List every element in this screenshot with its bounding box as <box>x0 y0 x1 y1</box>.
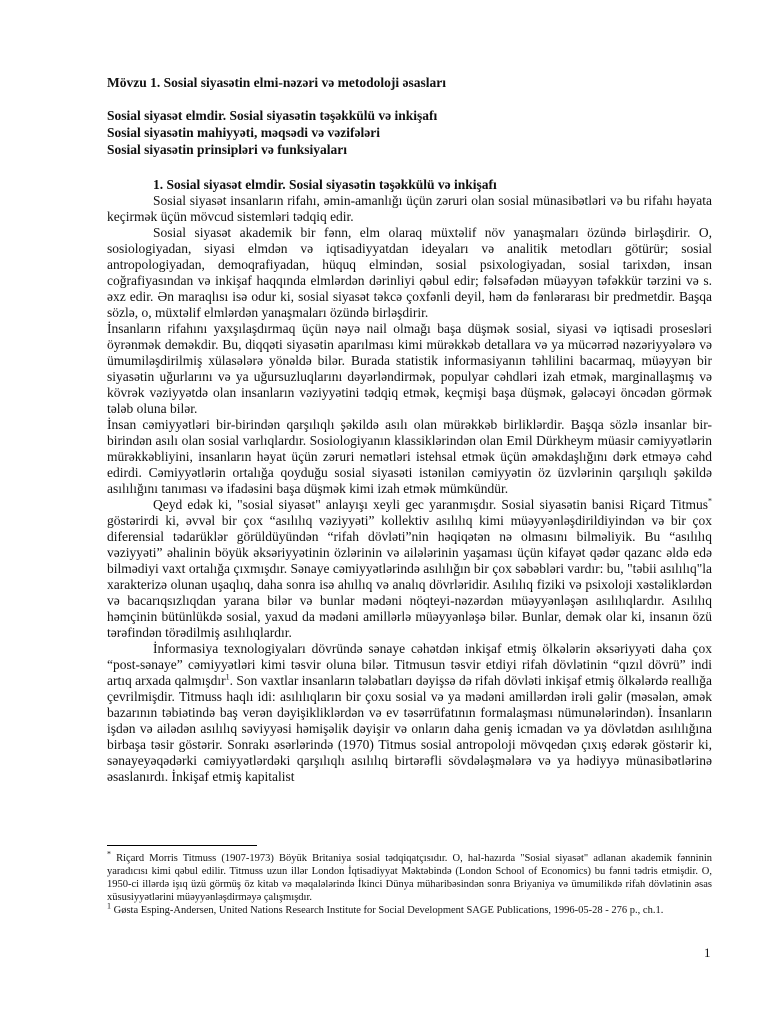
footnote-1-text: Riçard Morris Titmuss (1907-1973) Böyük Britaniya sosial tədqiqatçısıdır. O, hal-hazırda "Sosial siyasət" adlanan akademik fənninin yaradıcısı kimi qəbul edilir. Titmuss uzun illər London İqtisadiyyat Məktəbində (London School of Economics) bu fənni tədris etmişdir. O, 1950-ci illərdə işıq üzü görmüş öz kitab və məqalələrində İkinci Dünya müharibəsindən sonra Briyaniya və ümumilikdə rifah dövlətinin əsas xüsusiyyətlərini müəyyənləşdirməyə çalışmışdır. <box>107 853 712 903</box>
section-title: 1. Sosial siyasət elmdir. Sosial siyasətin təşəkkülü və inkişafı <box>153 177 497 192</box>
paragraph-6-rest: . Son vaxtlar insanların tələbatları dəyişsə də rifah dövləti inkişaf etmiş ölkələrdə reallığa çevrilmişdir. Titmuss haqlı idi: asılılıqların bir çoxu sosial və ya mədəni amillərdən irəli gəlir (məsələn, əmək bazarının təbiətində baş verən dəyişikliklərdən və ev təsərrüfatının formalaşması nümunələrindən). İnsanların işdən və ailədən asılılıq səviyyəsi həmişəlik dəyişir və onların daha geniş icmadan və ya dövlətdən asılılığına birbaşa təsir göstərir. Sonrakı əsərlərində (1970) Titmus sosial antropoloji mövqedən çıxış edərək göstərir ki, sənayeyəqədərki cəmiyyətlərdəki qarşılıqlı asılılıq birtərəfli sövdələşmələrə və ya hədiyyə münasibətlərinə əsaslanırdı. İnkişaf etmiş kapitalist <box>107 673 712 784</box>
footnote-2-text: Gøsta Esping-Andersen, United Nations Research Institute for Social Development SAGE Publications, 1996-05-28 - 276 p., ch.1. <box>111 905 664 916</box>
paragraph-6 <box>107 641 712 785</box>
paragraph-4: İnsan cəmiyyətləri bir-birindən qarşılıqlı şəkildə asılı olan mürəkkəb birliklərdir. Başqa sözlə insanlar bir-birindən asılı olan sosial varlıqlardır. Sosiologiyanın klassiklərindən olan Emil Dürkheym müasir cəmiyyətlərin mürəkkəbliyini, insanların həyat üçün zəruri nemətləri istehsal etmək üçün əməkdaşlığını dərk etməyə cəhd edirdi. Cəmiyyətlərin ortalığa qoyduğu sosial siyasəti istənilən cəmiyyətin öz üzvlərinin qarşılıqlı şəkildə asılılığını tanıması və ifadəsini başa düşmək kimi izah etmək mümkündür. <box>107 417 712 496</box>
outline-item-3: Sosial siyasətin prinsipləri və funksiyaları <box>107 142 348 157</box>
footnote-2 <box>107 901 712 917</box>
paragraph-2: Sosial siyasət akademik bir fənn, elm olaraq müxtəlif növ yanaşmaları özündə birləşdirir. O, sosiologiyadan, siyasi elmdən və iqtisadiyyatdan ideyaları və analitik metodları götürür; sosial antropologiyadan, demoqrafiyadan, hüquq elmindən, sosial psixologiyadan, sosial tarixdən, insan coğrafiyasından və inkişaf haqqında elmlərdən dərinliyi qəbul edir; fəlsəfədən müəyyən təfəkkür tərzini və s. əxz edir. Ən maraqlısı isə odur ki, sosial siyasət təkcə çoxfənli deyil, həm də fənlərarası bir predmetdir. Başqa sözlə, o, müxtəlif elmlərdən yanaşmaları özündə birləşdirir. <box>107 225 712 320</box>
paragraph-3: İnsanların rifahını yaxşılaşdırmaq üçün nəyə nail olmağı başa düşmək sosial, siyasi və iqtisadi prosesləri öyrənmək deməkdir. Bu, diqqəti siyasətin aparılması kimi mürəkkəb detallara və ya mücərrəd nəzəriyyələrə və ümumiləşdirilmiş xülasələrə yönəldə bilər. Burada statistik informasiyanın təhlilini bacarmaq, müəyyən bir siyasətin uğurlarını və ya uğursuzluqlarını dəyərləndirmək, populyar cəhdləri izah etmək, marginallaşmış və kövrək vəziyyətdə olan insanların vəziyyətini tədqiq etmək, keçmişi başa düşmək, gələcəyi öncədən görmək tələb oluna bilər. <box>107 321 712 416</box>
paragraph-5-rest: göstərirdi ki, əvvəl bir çox “asılılıq vəziyyəti” kollektiv asılılıq kimi müəyyənləşdirildiyindən və bir çox diferensial tədarüklər görüldüyündən “rifah dövləti”nin həqiqətən nə olmasını bilməliyik. Bu “asılılıq vəziyyəti” əhalinin böyük əksəriyyətinin özlərinin və ailələrinin yaşaması üçün kifayət qədər qazanc əldə edə bilmədiyi vaxt ortalığa çıxmışdır. Sənaye cəmiyyətlərində asılılığın bir çox səbəbləri vardır: bu, "təbii asılılıq"la xarakterizə olunan uşaqlıq, daha sonra isə ahıllıq və analıq dövrləridir. Asılılıq fiziki və psixoloji xəstəliklərdən və bacarıqsızlıqdan yarana bilər və bunlar mədəni nöqteyi-nəzərdən müəyyənləşən asılılıqlardır. Asılılıq həmçinin bütünlükdə sosial, yaxud da mədəni amillərlə müəyyənləşə bilər. Bunlar, demək olar ki, insanın özü tərəfindən törədilmiş asılılıqlardır. <box>107 513 712 640</box>
footnote-ref-1[interactable]: 1 <box>225 672 230 682</box>
paragraph-1: Sosial siyasət insanların rifahı, əmin-amanlığı üçün zəruri olan sosial münasibətləri və bu rifahı həyata keçirmək üçün mövcud sistemləri tədqiq edir. <box>107 193 712 224</box>
footnotes <box>107 849 712 917</box>
paragraph-5 <box>107 497 712 641</box>
outline-item-2: Sosial siyasətin mahiyyəti, məqsədi və vəzifələri <box>107 125 380 140</box>
footnote-ref-star[interactable]: * <box>708 496 712 506</box>
outline-item-1: Sosial siyasət elmdir. Sosial siyasətin təşəkkülü və inkişafı <box>107 108 438 123</box>
footnote-2-mark: 1 <box>107 901 111 911</box>
paragraph-5-start: Qeyd edək ki, "sosial siyasət" anlayışı xeyli gec yaranmışdır. Sosial siyasətin banisi Riçard Titmus <box>153 497 708 512</box>
footnote-separator <box>107 845 257 846</box>
footnote-1 <box>107 849 712 904</box>
page-number: 1 <box>704 945 711 960</box>
topic-heading: Mövzu 1. Sosial siyasətin elmi-nəzəri və metodoloji əsasları <box>107 75 446 90</box>
paragraph-6-start: İnformasiya texnologiyaları dövründə sənaye cəhətdən inkişaf etmiş ölkələrin əksəriyyəti daha çox “post-sənaye” cəmiyyətləri kimi təsvir oluna bilər. Titmusun təsvir etdiyi rifah dövlətinin “qızıl dövrü” indi artıq arxada qalmışdır <box>107 641 712 688</box>
body-text <box>107 193 712 785</box>
footnote-1-mark: * <box>107 849 111 859</box>
